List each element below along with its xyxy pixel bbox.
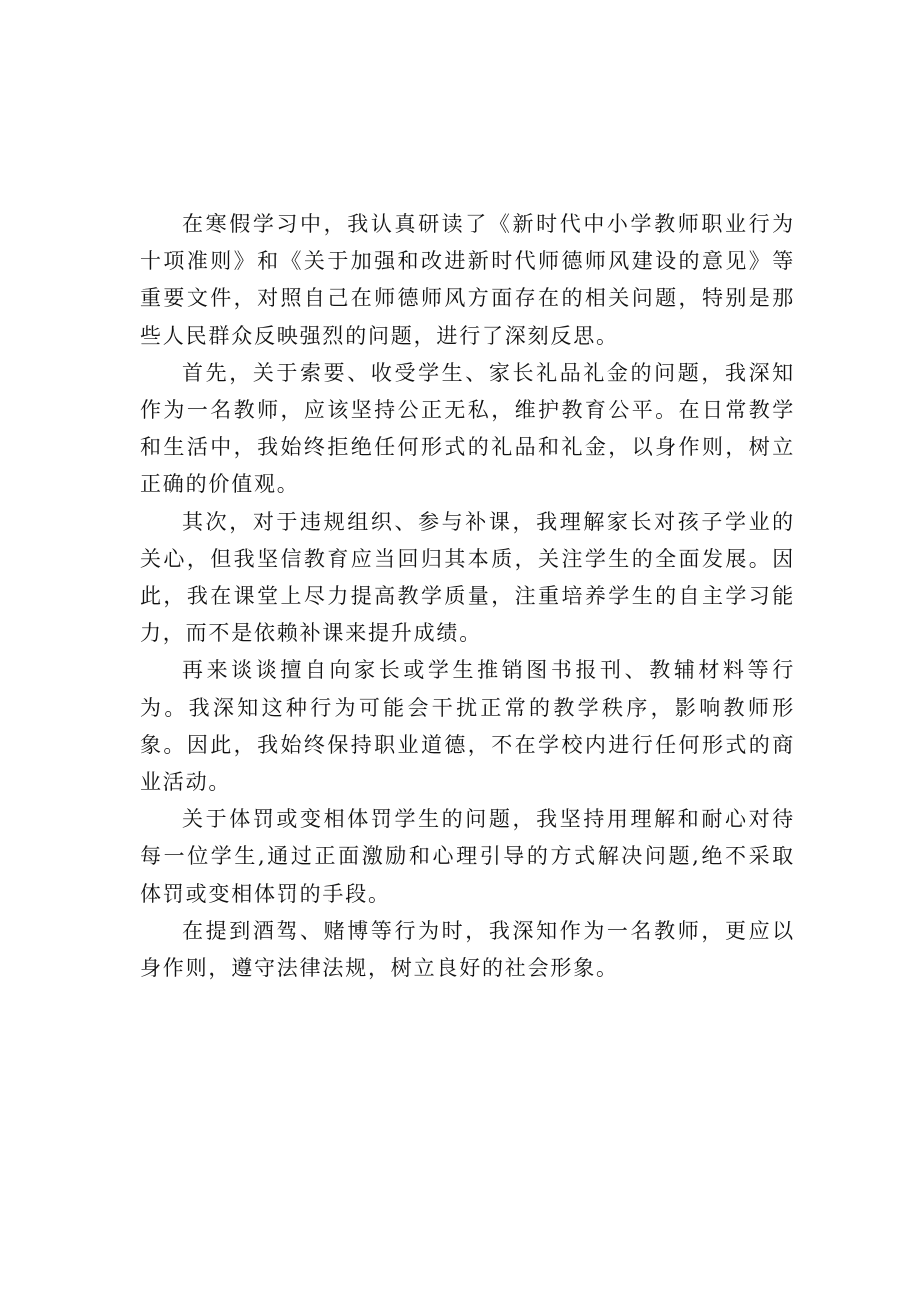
- paragraph-drunk-driving: 在提到酒驾、赌博等行为时，我深知作为一名教师，更应以身作则，遵守法律法规，树立良好的社会形象。: [140, 918, 795, 981]
- paragraph-selling: 再来谈谈擅自向家长或学生推销图书报刊、教辅材料等行为。我深知这种行为可能会干扰正常的教学秩序，影响教师形象。因此，我始终保持职业道德，不在学校内进行任何形式的商业活动。: [140, 658, 795, 795]
- document-body: [140, 206, 795, 987]
- paragraph-winter-study: 在寒假学习中，我认真研读了《新时代中小学教师职业行为十项准则》和《关于加强和改进新时代师德师风建设的意见》等重要文件，对照自己在师德师风方面存在的相关问题，特别是那些人民群众反映强烈的问题，进行了深刻反思。: [140, 212, 795, 348]
- paragraph-tutoring: 其次，对于违规组织、参与补课，我理解家长对孩子学业的关心，但我坚信教育应当回归其本质，关注学生的全面发展。因此，我在课堂上尽力提高教学质量，注重培养学生的自主学习能力，而不是依赖补课来提升成绩。: [140, 509, 795, 646]
- paragraph-punishment: 关于体罚或变相体罚学生的问题，我坚持用理解和耐心对待每一位学生,通过正面激励和心理引导的方式解决问题,绝不采取体罚或变相体罚的手段。: [140, 807, 795, 906]
- paragraph-gifts: 首先，关于索要、收受学生、家长礼品礼金的问题，我深知作为一名教师，应该坚持公正无私，维护教育公平。在日常教学和生活中，我始终拒绝任何形式的礼品和礼金，以身作则，树立正确的价值观。: [140, 360, 795, 497]
